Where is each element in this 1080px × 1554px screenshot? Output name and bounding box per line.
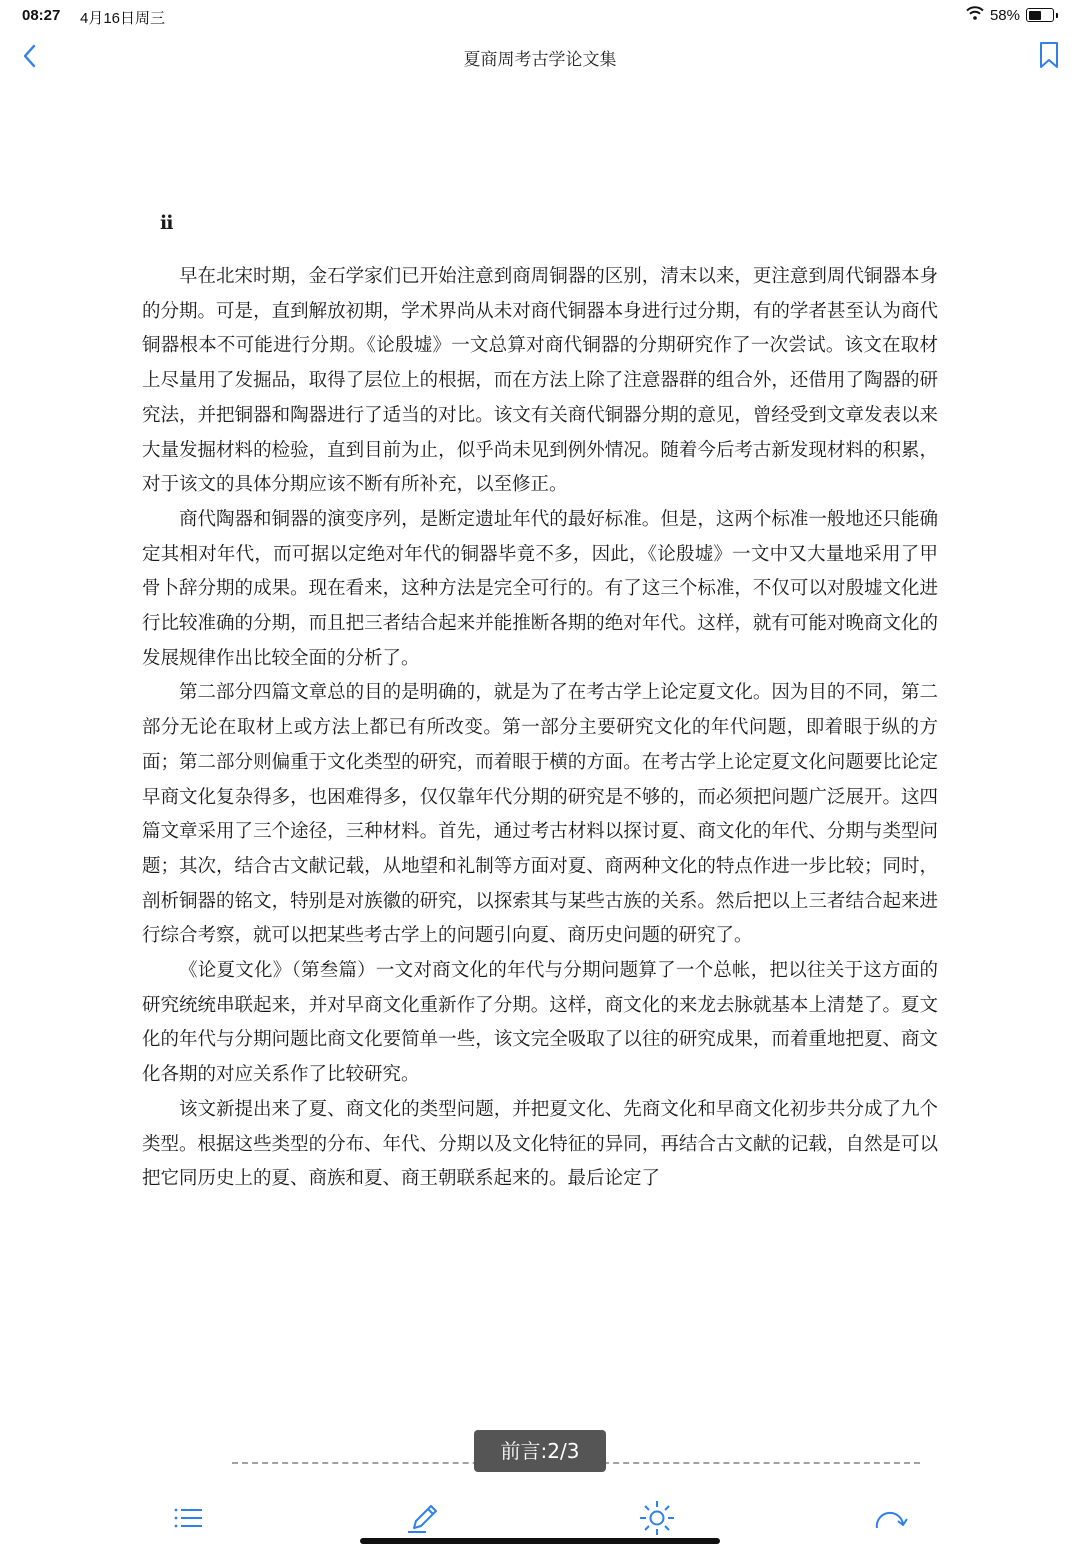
battery-icon — [1026, 8, 1054, 22]
annotate-button[interactable] — [404, 1498, 444, 1538]
home-indicator — [360, 1538, 720, 1544]
rotate-button[interactable] — [870, 1498, 910, 1538]
nav-bar — [0, 34, 1080, 78]
wifi-icon — [966, 6, 984, 24]
document-page[interactable] — [0, 78, 1080, 1478]
page-body — [142, 260, 938, 1197]
status-bar — [0, 0, 1080, 34]
status-right — [966, 6, 1058, 24]
status-date: 4月16日周三 — [80, 10, 166, 27]
page-number: ii — [160, 212, 173, 234]
pencil-icon — [404, 1498, 444, 1538]
contents-button[interactable] — [168, 1498, 208, 1538]
list-icon — [168, 1498, 208, 1538]
brightness-button[interactable] — [637, 1498, 677, 1538]
battery-percent: 58% — [989, 6, 1020, 24]
brightness-icon — [637, 1498, 677, 1538]
status-time: 08:27 — [22, 7, 61, 24]
rotate-icon — [870, 1498, 910, 1538]
bookmark-button[interactable] — [1036, 40, 1062, 70]
paragraph: 第二部分四篇文章总的目的是明确的，就是为了在考古学上论定夏文化。因为目的不同，第二部分无论在取材上或方法上都已有所改变。第一部分主要研究文化的年代问题，即着眼于纵的方面；第二部分则偏重于文化类型的研究，而着眼于横的方面。在考古学上论定夏文化问题要比论定早商文化复杂得多，也困难得多，仅仅靠年代分期的研究是不够的，而必须把问题广泛展开。这四篇文章采用了三个途径，三种材料。首先，通过考古材料以探讨夏、商文化的年代、分期与类型问题；其次，结合古文献记载，从地望和礼制等方面对夏、商两种文化的特点作进一步比较；同时，剖析铜器的铭文，特别是对族徽的研究，以探索其与某些古族的关系。然后把以上三者结合起来进行综合考察，就可以把某些考古学上的问题引向夏、商历史问题的研究了。 — [142, 682, 938, 947]
document-title: 夏商周考古学论文集 — [463, 50, 617, 70]
paragraph: 早在北宋时期，金石学家们已开始注意到商周铜器的区别，清末以来，更注意到周代铜器本身的分期。可是，直到解放初期，学术界尚从未对商代铜器本身进行过分期，有的学者甚至认为商代铜器根本不可能进行分期。《论殷墟》一文总算对商代铜器的分期研究作了一次尝试。该文在取材上尽量用了发掘品，取得了层位上的根据，而在方法上除了注意器群的组合外，还借用了陶器的研究法，并把铜器和陶器进行了适当的对比。该文有关商代铜器分期的意见，曾经受到文章发表以来大量发掘材料的检验，直到目前为止，似乎尚未见到例外情况。随着今后考古新发现材料的积累，对于该文的具体分期应该不断有所补充，以至修正。 — [142, 266, 938, 496]
paragraph: 商代陶器和铜器的演变序列，是断定遗址年代的最好标准。但是，这两个标准一般地还只能确定其相对年代，而可据以定绝对年代的铜器毕竟不多，因此，《论殷墟》一文中又大量地采用了甲骨卜辞分期的成果。现在看来，这种方法是完全可行的。有了这三个标准，不仅可以对殷墟文化进行比较准确的分期，而且把三者结合起来并能推断各期的绝对年代。这样，就有可能对晚商文化的发展规律作出比较全面的分析了。 — [142, 508, 938, 669]
paragraph: 《论夏文化》（第叁篇）一文对商文化的年代与分期问题算了一个总帐，把以往关于这方面的研究统统串联起来，并对早商文化重新作了分期。这样，商文化的来龙去脉就基本上清楚了。夏文化的年代与分期问题比商文化要简单一些，该文完全吸取了以往的研究成果，而着重地把夏、商文化各期的对应关系作了比较研究。 — [142, 960, 938, 1086]
bottom-toolbar — [0, 1490, 1080, 1554]
page-indicator: 前言:2/3 — [474, 1430, 606, 1472]
bookmark-icon — [1036, 40, 1062, 70]
paragraph: 该文新提出来了夏、商文化的类型问题，并把夏文化、先商文化和早商文化初步共分成了九个类型。根据这些类型的分布、年代、分期以及文化特征的异同，再结合古文献的记载，自然是可以把它同历史上的夏、商族和夏、商王朝联系起来的。最后论定了 — [142, 1098, 938, 1190]
